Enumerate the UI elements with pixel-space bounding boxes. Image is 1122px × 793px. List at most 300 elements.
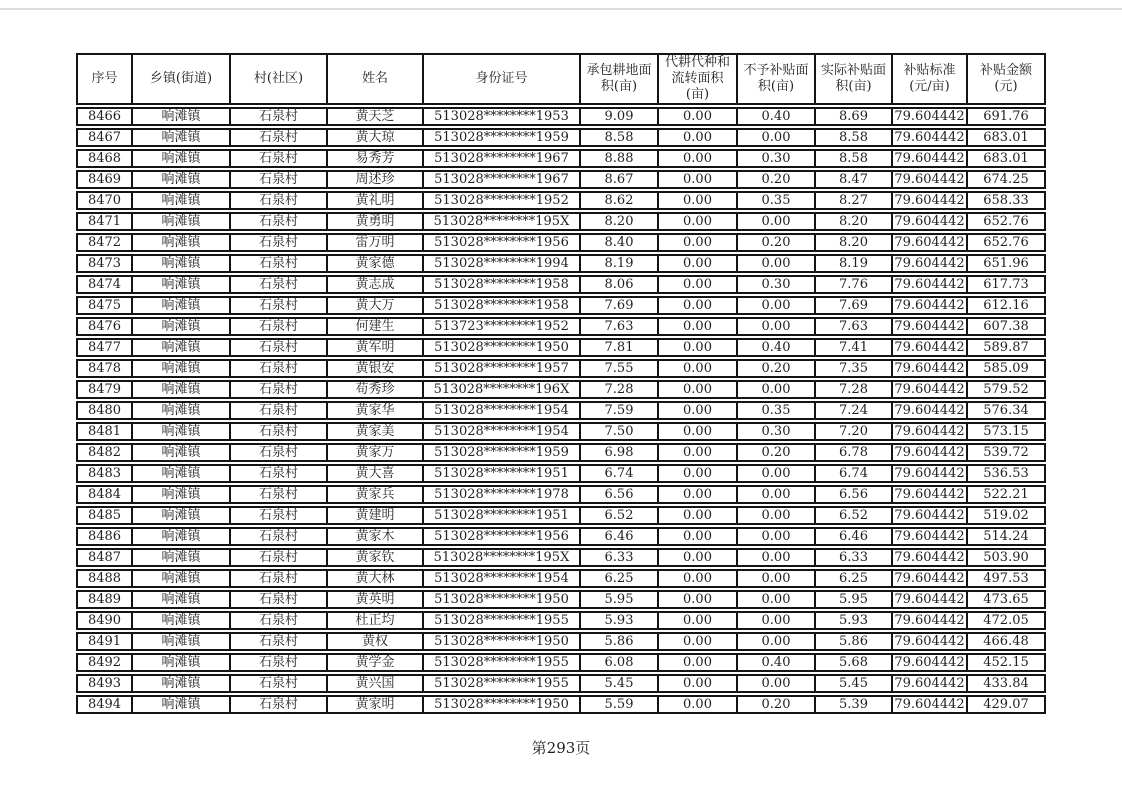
table-row (76, 191, 1046, 210)
table-row (76, 506, 1046, 525)
cell-contracted-area: 5.59 (579, 695, 657, 714)
cell-subsidy-rate: 79.604442 (891, 317, 966, 336)
cell-transfer-area: 0.00 (657, 317, 736, 336)
cell-excluded-area: 0.00 (736, 632, 814, 651)
col-header-subsidy-rate: 补贴标准(元/亩) (891, 53, 966, 105)
cell-id-number: 513028********1959 (422, 128, 579, 147)
table-row (76, 317, 1046, 336)
cell-township: 响滩镇 (131, 485, 229, 504)
cell-village: 石泉村 (229, 296, 326, 315)
cell-subsidy-rate: 79.604442 (891, 149, 966, 168)
cell-excluded-area: 0.00 (736, 590, 814, 609)
cell-subsidy-amount: 652.76 (966, 212, 1046, 231)
cell-serial: 8473 (76, 254, 131, 273)
table-row (76, 338, 1046, 357)
cell-serial: 8470 (76, 191, 131, 210)
cell-village: 石泉村 (229, 401, 326, 420)
cell-id-number: 513028********1951 (422, 464, 579, 483)
cell-serial: 8494 (76, 695, 131, 714)
cell-serial: 8475 (76, 296, 131, 315)
cell-transfer-area: 0.00 (657, 212, 736, 231)
table-row (76, 401, 1046, 420)
cell-subsidy-rate: 79.604442 (891, 632, 966, 651)
cell-name: 黄军明 (326, 338, 422, 357)
cell-subsidy-rate: 79.604442 (891, 359, 966, 378)
table-row (76, 107, 1046, 126)
cell-village: 石泉村 (229, 317, 326, 336)
cell-subsidy-amount: 473.65 (966, 590, 1046, 609)
cell-name: 黄家明 (326, 695, 422, 714)
cell-transfer-area: 0.00 (657, 170, 736, 189)
cell-subsidy-rate: 79.604442 (891, 170, 966, 189)
table-row (76, 359, 1046, 378)
cell-name: 黄勇明 (326, 212, 422, 231)
cell-contracted-area: 8.20 (579, 212, 657, 231)
table-row (76, 170, 1046, 189)
table-row (76, 632, 1046, 651)
cell-serial: 8477 (76, 338, 131, 357)
cell-contracted-area: 9.09 (579, 107, 657, 126)
cell-transfer-area: 0.00 (657, 296, 736, 315)
cell-village: 石泉村 (229, 107, 326, 126)
cell-excluded-area: 0.00 (736, 212, 814, 231)
cell-subsidy-rate: 79.604442 (891, 128, 966, 147)
cell-subsidy-amount: 452.15 (966, 653, 1046, 672)
cell-serial: 8472 (76, 233, 131, 252)
cell-subsidy-rate: 79.604442 (891, 464, 966, 483)
cell-excluded-area: 0.40 (736, 338, 814, 357)
cell-subsidy-rate: 79.604442 (891, 506, 966, 525)
cell-township: 响滩镇 (131, 443, 229, 462)
cell-serial: 8482 (76, 443, 131, 462)
cell-serial: 8480 (76, 401, 131, 420)
cell-actual-area: 8.69 (814, 107, 891, 126)
cell-id-number: 513028********195X (422, 212, 579, 231)
col-header-village: 村(社区) (229, 53, 326, 105)
cell-subsidy-amount: 652.76 (966, 233, 1046, 252)
cell-excluded-area: 0.20 (736, 359, 814, 378)
cell-township: 响滩镇 (131, 233, 229, 252)
cell-excluded-area: 0.20 (736, 695, 814, 714)
table-row (76, 422, 1046, 441)
cell-actual-area: 8.19 (814, 254, 891, 273)
cell-contracted-area: 6.33 (579, 548, 657, 567)
cell-subsidy-amount: 429.07 (966, 695, 1046, 714)
cell-contracted-area: 6.46 (579, 527, 657, 546)
cell-name: 黄志成 (326, 275, 422, 294)
cell-name: 黄英明 (326, 590, 422, 609)
cell-excluded-area: 0.00 (736, 317, 814, 336)
cell-village: 石泉村 (229, 191, 326, 210)
cell-excluded-area: 0.00 (736, 254, 814, 273)
cell-village: 石泉村 (229, 611, 326, 630)
cell-village: 石泉村 (229, 359, 326, 378)
table-row (76, 149, 1046, 168)
cell-excluded-area: 0.00 (736, 548, 814, 567)
cell-subsidy-amount: 683.01 (966, 149, 1046, 168)
cell-transfer-area: 0.00 (657, 632, 736, 651)
cell-township: 响滩镇 (131, 611, 229, 630)
cell-subsidy-amount: 579.52 (966, 380, 1046, 399)
cell-contracted-area: 6.98 (579, 443, 657, 462)
cell-name: 黄家德 (326, 254, 422, 273)
cell-township: 响滩镇 (131, 548, 229, 567)
cell-serial: 8478 (76, 359, 131, 378)
cell-excluded-area: 0.00 (736, 296, 814, 315)
cell-contracted-area: 8.19 (579, 254, 657, 273)
cell-village: 石泉村 (229, 590, 326, 609)
cell-serial: 8492 (76, 653, 131, 672)
cell-actual-area: 5.68 (814, 653, 891, 672)
cell-serial: 8467 (76, 128, 131, 147)
cell-serial: 8466 (76, 107, 131, 126)
table-row (76, 695, 1046, 714)
cell-township: 响滩镇 (131, 674, 229, 693)
cell-subsidy-amount: 683.01 (966, 128, 1046, 147)
cell-excluded-area: 0.40 (736, 653, 814, 672)
cell-serial: 8484 (76, 485, 131, 504)
cell-township: 响滩镇 (131, 506, 229, 525)
cell-transfer-area: 0.00 (657, 149, 736, 168)
table-row (76, 464, 1046, 483)
cell-actual-area: 8.27 (814, 191, 891, 210)
cell-village: 石泉村 (229, 464, 326, 483)
cell-village: 石泉村 (229, 506, 326, 525)
table-row (76, 569, 1046, 588)
cell-serial: 8479 (76, 380, 131, 399)
cell-subsidy-rate: 79.604442 (891, 674, 966, 693)
cell-excluded-area: 0.00 (736, 527, 814, 546)
cell-contracted-area: 6.74 (579, 464, 657, 483)
cell-township: 响滩镇 (131, 569, 229, 588)
cell-contracted-area: 7.59 (579, 401, 657, 420)
cell-contracted-area: 5.45 (579, 674, 657, 693)
table-row (76, 443, 1046, 462)
cell-transfer-area: 0.00 (657, 128, 736, 147)
cell-subsidy-rate: 79.604442 (891, 191, 966, 210)
cell-name: 周述珍 (326, 170, 422, 189)
cell-township: 响滩镇 (131, 170, 229, 189)
cell-excluded-area: 0.20 (736, 170, 814, 189)
cell-serial: 8481 (76, 422, 131, 441)
cell-village: 石泉村 (229, 338, 326, 357)
scan-edge-line (0, 8, 1122, 10)
cell-subsidy-amount: 519.02 (966, 506, 1046, 525)
cell-subsidy-amount: 433.84 (966, 674, 1046, 693)
cell-actual-area: 5.86 (814, 632, 891, 651)
cell-name: 苟秀珍 (326, 380, 422, 399)
cell-name: 黄家钦 (326, 548, 422, 567)
cell-contracted-area: 6.25 (579, 569, 657, 588)
cell-township: 响滩镇 (131, 107, 229, 126)
cell-actual-area: 8.58 (814, 149, 891, 168)
cell-subsidy-amount: 466.48 (966, 632, 1046, 651)
cell-name: 黄家美 (326, 422, 422, 441)
cell-village: 石泉村 (229, 632, 326, 651)
cell-township: 响滩镇 (131, 359, 229, 378)
table-row (76, 674, 1046, 693)
cell-subsidy-amount: 674.25 (966, 170, 1046, 189)
cell-id-number: 513028********1954 (422, 569, 579, 588)
table-row (76, 233, 1046, 252)
cell-transfer-area: 0.00 (657, 653, 736, 672)
table-body (76, 107, 1046, 714)
cell-township: 响滩镇 (131, 590, 229, 609)
table-header-row (76, 53, 1046, 105)
cell-serial: 8474 (76, 275, 131, 294)
cell-village: 石泉村 (229, 170, 326, 189)
cell-actual-area: 7.24 (814, 401, 891, 420)
cell-excluded-area: 0.00 (736, 611, 814, 630)
cell-actual-area: 5.45 (814, 674, 891, 693)
cell-contracted-area: 7.63 (579, 317, 657, 336)
cell-excluded-area: 0.35 (736, 401, 814, 420)
cell-township: 响滩镇 (131, 128, 229, 147)
cell-id-number: 513028********1978 (422, 485, 579, 504)
cell-subsidy-amount: 589.87 (966, 338, 1046, 357)
cell-township: 响滩镇 (131, 191, 229, 210)
cell-subsidy-rate: 79.604442 (891, 527, 966, 546)
cell-name: 黄学金 (326, 653, 422, 672)
cell-subsidy-amount: 573.15 (966, 422, 1046, 441)
cell-subsidy-rate: 79.604442 (891, 380, 966, 399)
cell-subsidy-amount: 497.53 (966, 569, 1046, 588)
cell-id-number: 513028********1950 (422, 695, 579, 714)
cell-subsidy-amount: 651.96 (966, 254, 1046, 273)
cell-township: 响滩镇 (131, 338, 229, 357)
cell-subsidy-rate: 79.604442 (891, 212, 966, 231)
cell-serial: 8486 (76, 527, 131, 546)
cell-id-number: 513028********1954 (422, 422, 579, 441)
cell-subsidy-amount: 536.53 (966, 464, 1046, 483)
cell-name: 黄家万 (326, 443, 422, 462)
cell-id-number: 513028********1967 (422, 170, 579, 189)
cell-transfer-area: 0.00 (657, 464, 736, 483)
cell-name: 黄兴国 (326, 674, 422, 693)
cell-township: 响滩镇 (131, 401, 229, 420)
cell-id-number: 513028********1956 (422, 527, 579, 546)
col-header-actual-area: 实际补贴面积(亩) (814, 53, 891, 105)
cell-subsidy-amount: 514.24 (966, 527, 1046, 546)
cell-name: 黄大林 (326, 569, 422, 588)
cell-actual-area: 8.20 (814, 233, 891, 252)
cell-transfer-area: 0.00 (657, 485, 736, 504)
col-header-subsidy-amount: 补贴金额(元) (966, 53, 1046, 105)
cell-transfer-area: 0.00 (657, 422, 736, 441)
cell-serial: 8485 (76, 506, 131, 525)
cell-contracted-area: 8.06 (579, 275, 657, 294)
cell-name: 黄银安 (326, 359, 422, 378)
cell-subsidy-amount: 576.34 (966, 401, 1046, 420)
cell-subsidy-rate: 79.604442 (891, 422, 966, 441)
cell-excluded-area: 0.00 (736, 485, 814, 504)
cell-township: 响滩镇 (131, 464, 229, 483)
cell-name: 黄建明 (326, 506, 422, 525)
cell-subsidy-amount: 522.21 (966, 485, 1046, 504)
cell-actual-area: 6.33 (814, 548, 891, 567)
subsidy-table (76, 51, 1046, 716)
cell-id-number: 513028********195X (422, 548, 579, 567)
table-row (76, 296, 1046, 315)
cell-subsidy-rate: 79.604442 (891, 275, 966, 294)
cell-actual-area: 5.39 (814, 695, 891, 714)
cell-serial: 8490 (76, 611, 131, 630)
cell-name: 黄家华 (326, 401, 422, 420)
cell-serial: 8487 (76, 548, 131, 567)
cell-excluded-area: 0.00 (736, 380, 814, 399)
cell-subsidy-amount: 617.73 (966, 275, 1046, 294)
cell-actual-area: 6.56 (814, 485, 891, 504)
table-row (76, 380, 1046, 399)
cell-transfer-area: 0.00 (657, 527, 736, 546)
cell-id-number: 513028********1958 (422, 296, 579, 315)
cell-excluded-area: 0.30 (736, 275, 814, 294)
cell-id-number: 513028********1955 (422, 611, 579, 630)
cell-excluded-area: 0.20 (736, 233, 814, 252)
cell-id-number: 513028********1955 (422, 653, 579, 672)
cell-name: 何建生 (326, 317, 422, 336)
cell-actual-area: 6.74 (814, 464, 891, 483)
cell-contracted-area: 8.67 (579, 170, 657, 189)
cell-actual-area: 7.28 (814, 380, 891, 399)
cell-village: 石泉村 (229, 527, 326, 546)
cell-subsidy-rate: 79.604442 (891, 443, 966, 462)
cell-subsidy-rate: 79.604442 (891, 653, 966, 672)
cell-id-number: 513028********1951 (422, 506, 579, 525)
cell-contracted-area: 8.40 (579, 233, 657, 252)
table-row (76, 254, 1046, 273)
cell-subsidy-rate: 79.604442 (891, 548, 966, 567)
cell-township: 响滩镇 (131, 296, 229, 315)
cell-actual-area: 7.63 (814, 317, 891, 336)
cell-id-number: 513028********1955 (422, 674, 579, 693)
cell-subsidy-rate: 79.604442 (891, 485, 966, 504)
cell-transfer-area: 0.00 (657, 590, 736, 609)
cell-serial: 8488 (76, 569, 131, 588)
cell-transfer-area: 0.00 (657, 380, 736, 399)
cell-contracted-area: 7.69 (579, 296, 657, 315)
cell-township: 响滩镇 (131, 212, 229, 231)
cell-contracted-area: 7.50 (579, 422, 657, 441)
cell-actual-area: 6.25 (814, 569, 891, 588)
cell-village: 石泉村 (229, 674, 326, 693)
cell-contracted-area: 6.08 (579, 653, 657, 672)
cell-name: 雷万明 (326, 233, 422, 252)
table-row (76, 590, 1046, 609)
cell-village: 石泉村 (229, 254, 326, 273)
cell-actual-area: 8.58 (814, 128, 891, 147)
cell-actual-area: 8.20 (814, 212, 891, 231)
cell-subsidy-rate: 79.604442 (891, 611, 966, 630)
cell-transfer-area: 0.00 (657, 506, 736, 525)
cell-village: 石泉村 (229, 443, 326, 462)
cell-serial: 8491 (76, 632, 131, 651)
cell-village: 石泉村 (229, 422, 326, 441)
cell-contracted-area: 5.93 (579, 611, 657, 630)
cell-id-number: 513028********1957 (422, 359, 579, 378)
cell-village: 石泉村 (229, 569, 326, 588)
cell-contracted-area: 6.56 (579, 485, 657, 504)
cell-contracted-area: 8.58 (579, 128, 657, 147)
cell-township: 响滩镇 (131, 527, 229, 546)
cell-serial: 8483 (76, 464, 131, 483)
cell-transfer-area: 0.00 (657, 275, 736, 294)
cell-actual-area: 7.69 (814, 296, 891, 315)
cell-serial: 8471 (76, 212, 131, 231)
cell-id-number: 513723********1952 (422, 317, 579, 336)
cell-township: 响滩镇 (131, 254, 229, 273)
cell-excluded-area: 0.00 (736, 464, 814, 483)
cell-name: 黄天芝 (326, 107, 422, 126)
cell-excluded-area: 0.20 (736, 443, 814, 462)
cell-contracted-area: 8.62 (579, 191, 657, 210)
cell-id-number: 513028********1952 (422, 191, 579, 210)
cell-transfer-area: 0.00 (657, 233, 736, 252)
cell-serial: 8468 (76, 149, 131, 168)
table-row (76, 611, 1046, 630)
cell-id-number: 513028********1950 (422, 632, 579, 651)
cell-transfer-area: 0.00 (657, 359, 736, 378)
cell-name: 黄大喜 (326, 464, 422, 483)
cell-excluded-area: 0.00 (736, 569, 814, 588)
cell-excluded-area: 0.30 (736, 422, 814, 441)
cell-subsidy-amount: 612.16 (966, 296, 1046, 315)
cell-actual-area: 5.95 (814, 590, 891, 609)
cell-id-number: 513028********196X (422, 380, 579, 399)
col-header-township: 乡镇(街道) (131, 53, 229, 105)
cell-township: 响滩镇 (131, 317, 229, 336)
cell-township: 响滩镇 (131, 632, 229, 651)
cell-actual-area: 7.41 (814, 338, 891, 357)
cell-id-number: 513028********1950 (422, 590, 579, 609)
cell-name: 易秀芳 (326, 149, 422, 168)
cell-transfer-area: 0.00 (657, 338, 736, 357)
cell-contracted-area: 7.28 (579, 380, 657, 399)
cell-subsidy-amount: 658.33 (966, 191, 1046, 210)
cell-village: 石泉村 (229, 233, 326, 252)
cell-excluded-area: 0.00 (736, 674, 814, 693)
table-row (76, 275, 1046, 294)
cell-subsidy-amount: 691.76 (966, 107, 1046, 126)
col-header-serial: 序号 (76, 53, 131, 105)
cell-excluded-area: 0.30 (736, 149, 814, 168)
cell-subsidy-amount: 472.05 (966, 611, 1046, 630)
cell-actual-area: 7.20 (814, 422, 891, 441)
cell-id-number: 513028********1967 (422, 149, 579, 168)
cell-subsidy-rate: 79.604442 (891, 338, 966, 357)
cell-serial: 8469 (76, 170, 131, 189)
cell-transfer-area: 0.00 (657, 254, 736, 273)
cell-serial: 8493 (76, 674, 131, 693)
cell-id-number: 513028********1956 (422, 233, 579, 252)
cell-id-number: 513028********1958 (422, 275, 579, 294)
cell-subsidy-rate: 79.604442 (891, 107, 966, 126)
cell-transfer-area: 0.00 (657, 569, 736, 588)
cell-township: 响滩镇 (131, 275, 229, 294)
cell-name: 黄家兵 (326, 485, 422, 504)
cell-excluded-area: 0.00 (736, 506, 814, 525)
cell-id-number: 513028********1954 (422, 401, 579, 420)
cell-actual-area: 7.76 (814, 275, 891, 294)
cell-village: 石泉村 (229, 695, 326, 714)
table-row (76, 485, 1046, 504)
cell-contracted-area: 8.88 (579, 149, 657, 168)
col-header-contracted-area: 承包耕地面积(亩) (579, 53, 657, 105)
cell-transfer-area: 0.00 (657, 443, 736, 462)
col-header-excluded-area: 不予补贴面积(亩) (736, 53, 814, 105)
cell-subsidy-rate: 79.604442 (891, 296, 966, 315)
cell-subsidy-rate: 79.604442 (891, 254, 966, 273)
